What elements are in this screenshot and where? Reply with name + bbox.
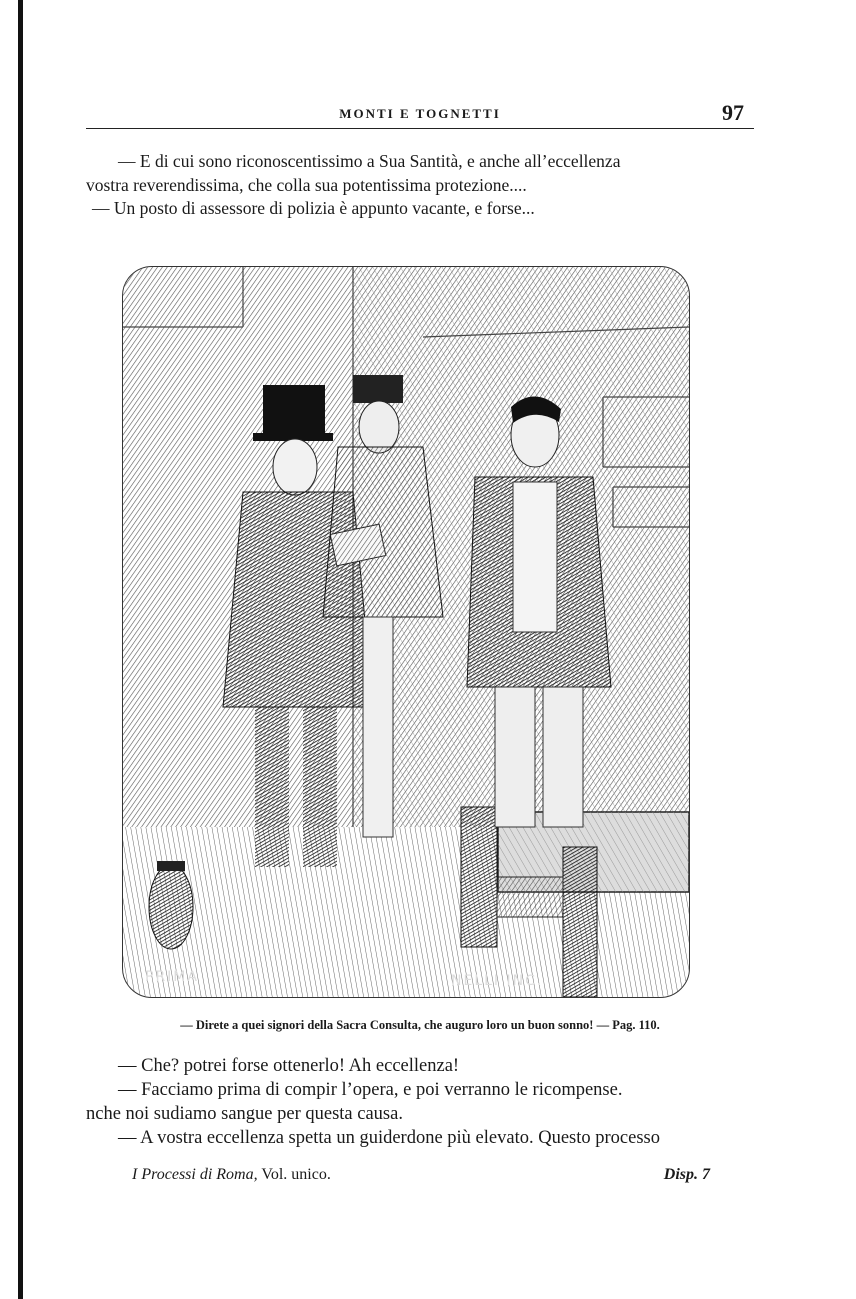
engraving-illustration (122, 266, 690, 998)
dispensa-number: Disp. 7 (663, 1166, 710, 1183)
engraving-drawing (123, 267, 689, 997)
running-title: MONTI E TOGNETTI (339, 106, 501, 121)
engraver-signature-left: PRIMA (145, 969, 199, 985)
book-page (86, 0, 754, 1299)
footer-publication (132, 1166, 331, 1184)
text-line: — A vostra eccellenza spetta un guiderdone più elevato. Questo processo (118, 1128, 660, 1148)
illustration-caption: — Direte a quei signori della Sacra Consulta, che auguro loro un buon sonno! — Pag. 110. (180, 1018, 660, 1032)
text-line: vostra reverendissima, che colla sua potentissima protezione.... (86, 174, 527, 195)
page-footer (86, 1166, 754, 1190)
text-line: — E di cui sono riconoscentissimo a Sua Santità, e anche all’eccellenza (118, 151, 621, 171)
publication-title: I Processi di Roma, (132, 1166, 258, 1183)
running-head (86, 102, 754, 129)
top-paragraphs (86, 150, 754, 221)
scan-page-edge (18, 0, 23, 1299)
text-line: — Un posto di assessore di polizia è appunto vacante, e forse... (92, 198, 535, 218)
text-line: — Facciamo prima di compir l’opera, e poi verranno le ricompense. (118, 1080, 623, 1100)
engraver-signature-right: NELLI INC. (451, 973, 544, 989)
text-line: nche noi sudiamo sangue per questa causa. (86, 1104, 403, 1124)
volume-label: Vol. unico. (261, 1166, 331, 1183)
text-line: — Che? potrei forse ottenerlo! Ah eccellenza! (118, 1056, 460, 1076)
page-number: 97 (722, 100, 744, 125)
bottom-paragraphs (86, 1054, 754, 1150)
